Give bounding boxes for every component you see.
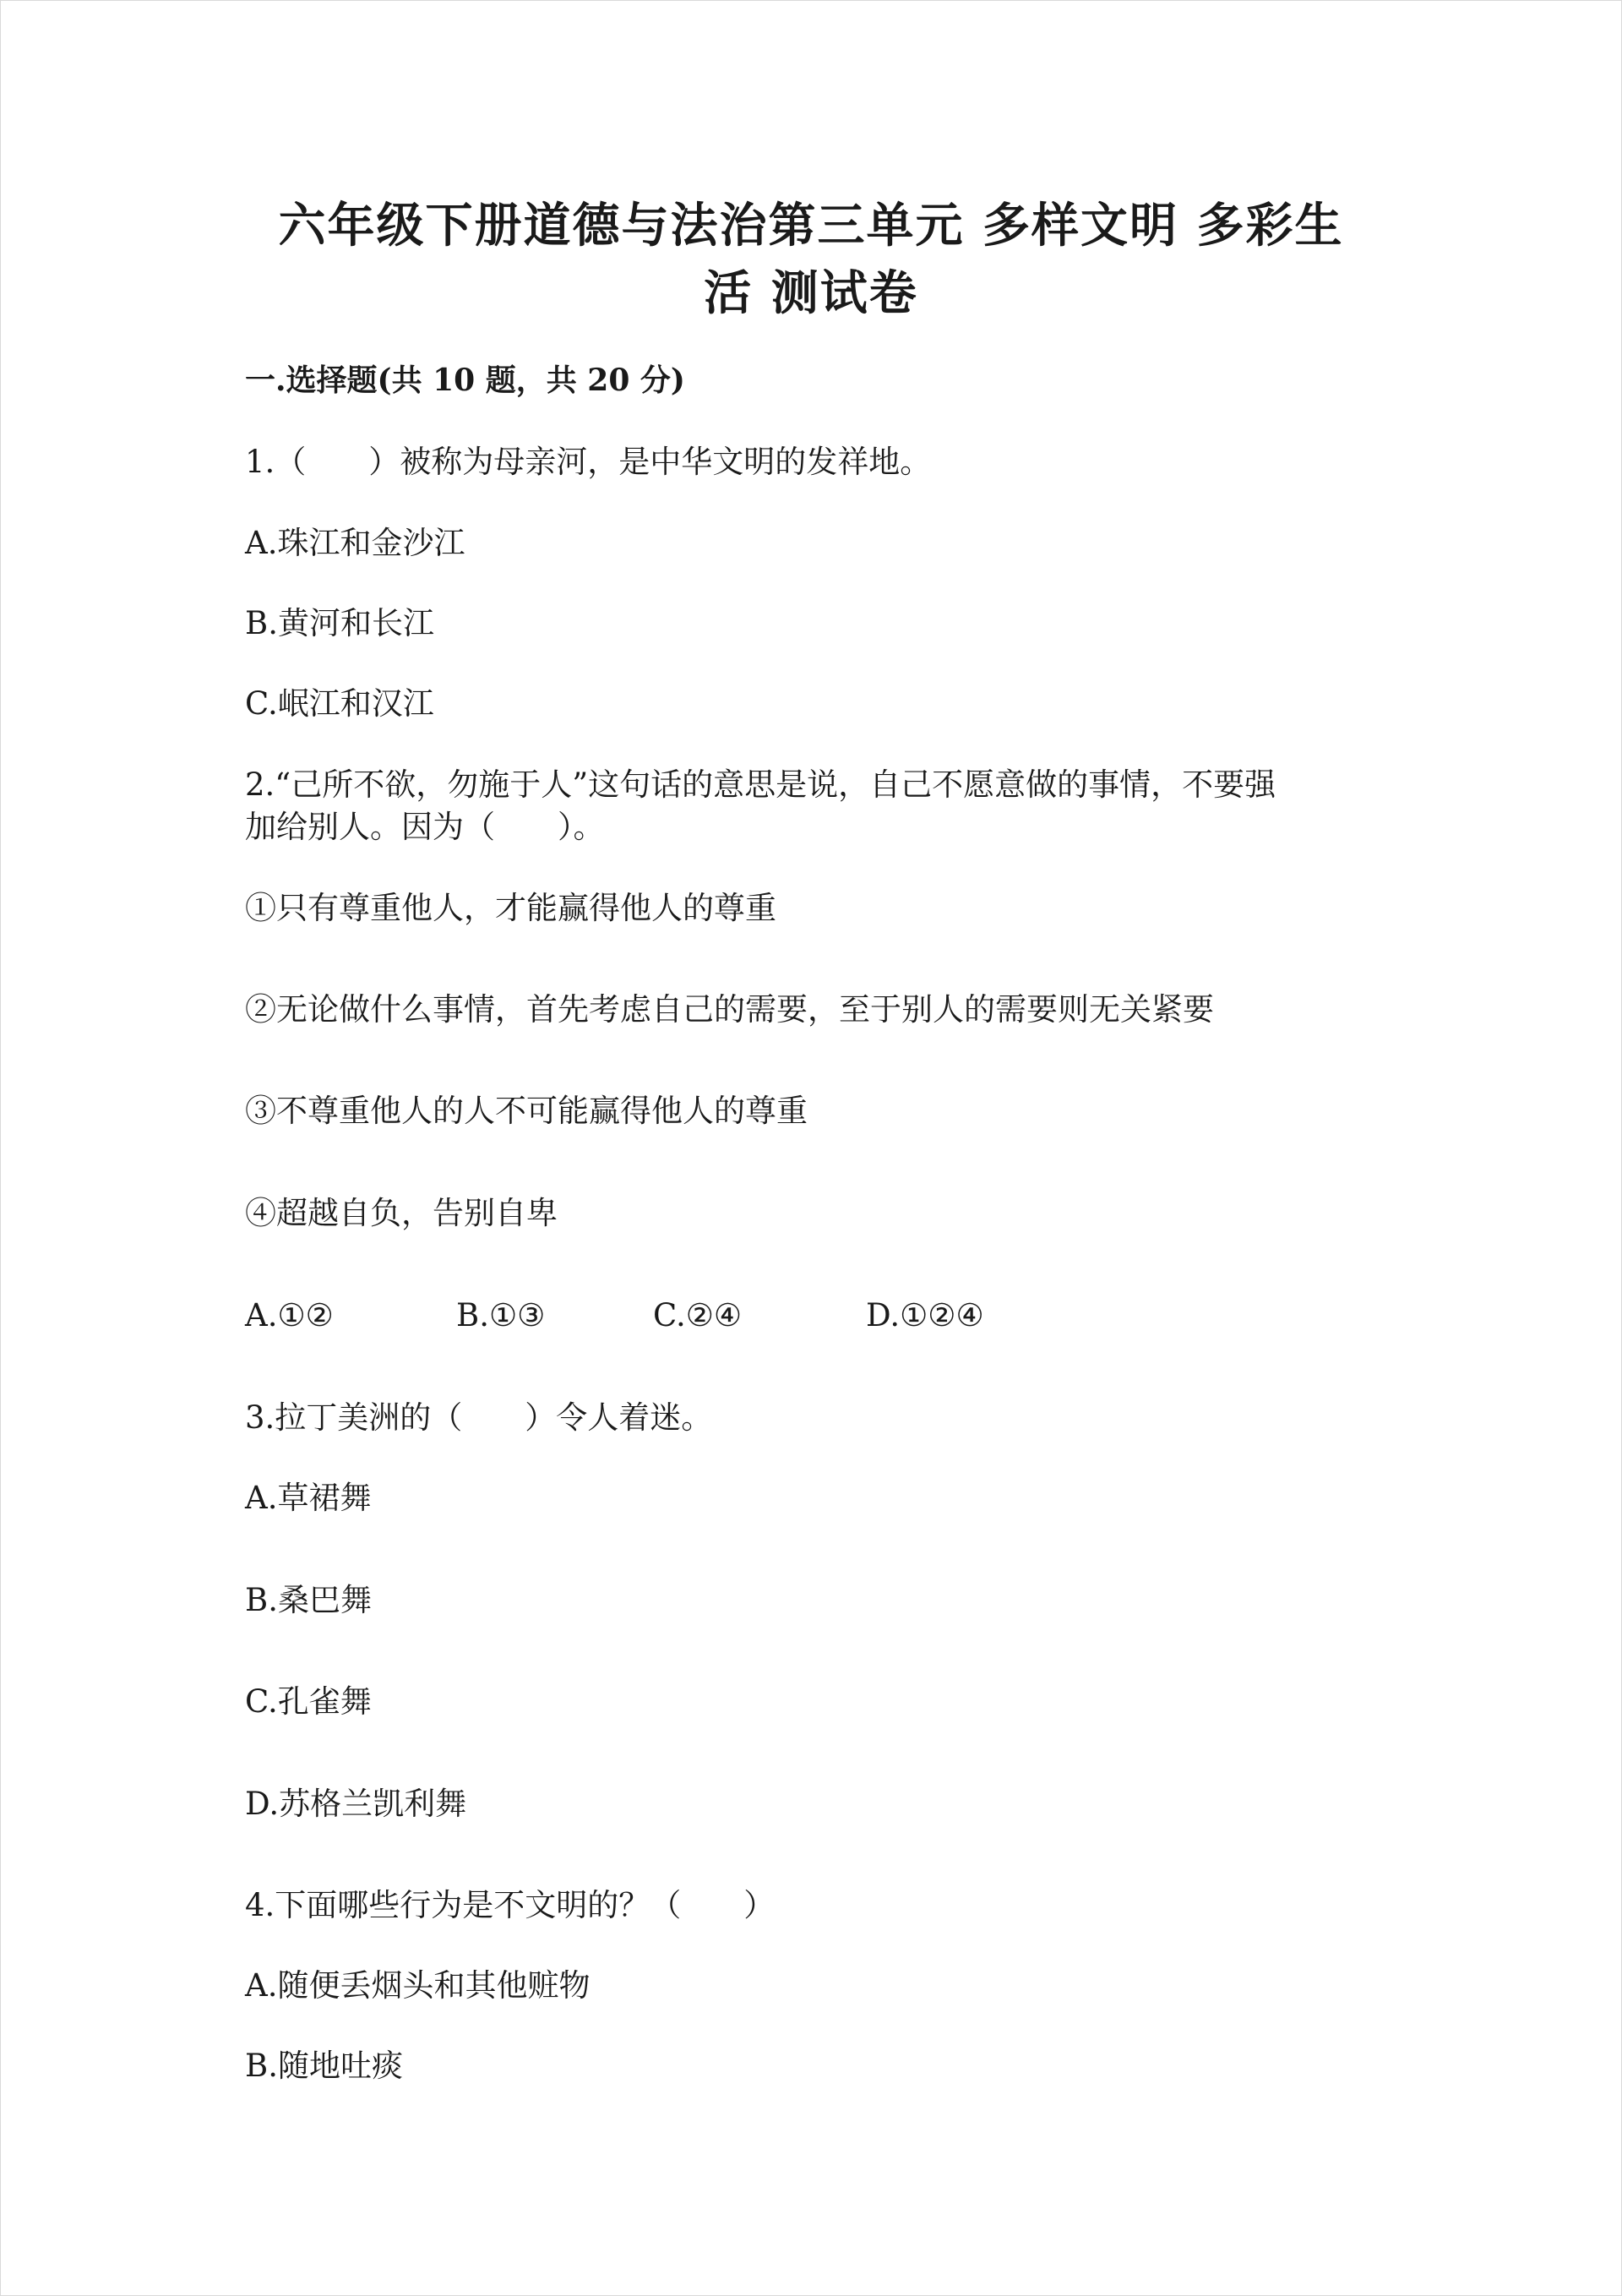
question-2-statement-1: ①只有尊重他人，才能赢得他人的尊重 — [245, 890, 776, 926]
question-3-option-d: D.苏格兰凯利舞 — [245, 1786, 467, 1822]
question-2-statement-2: ②无论做什么事情，首先考虑自己的需要，至于别人的需要则无关紧要 — [245, 991, 1214, 1028]
question-1-option-b: B.黄河和长江 — [245, 605, 434, 641]
question-4-stem: 4.下面哪些行为是不文明的？（ ） — [245, 1887, 776, 1923]
document-title-line-1: 六年级下册道德与法治第三单元 多样文明 多彩生 — [278, 198, 1344, 254]
question-2-stem-line-1: 2.“己所不欲，勿施于人”这句话的意思是说，自己不愿意做的事情，不要强 — [245, 766, 1276, 803]
question-2-option-c: C.②④ — [653, 1297, 743, 1333]
question-2-statement-3: ③不尊重他人的人不可能赢得他人的尊重 — [245, 1093, 808, 1129]
question-3-option-b: B.桑巴舞 — [245, 1582, 372, 1618]
document-title-line-2: 活 测试卷 — [704, 265, 918, 321]
question-3-option-a: A.草裙舞 — [245, 1480, 372, 1516]
question-1-stem: 1.（ ）被称为母亲河，是中华文明的发祥地。 — [245, 444, 932, 480]
question-2-option-a: A.①② — [245, 1297, 334, 1333]
question-2-option-b: B.①③ — [456, 1297, 546, 1333]
question-1-option-c: C.岷江和汉江 — [245, 685, 434, 722]
question-3-stem: 3.拉丁美洲的（ ）令人着迷。 — [245, 1399, 713, 1436]
question-1-option-a: A.珠江和金沙江 — [245, 525, 465, 561]
question-4-option-a: A.随便丢烟头和其他赃物 — [245, 1967, 591, 2004]
question-2-stem-line-2: 加给别人。因为（ ）。 — [245, 809, 605, 845]
question-2-statement-4: ④超越自负，告别自卑 — [245, 1195, 558, 1231]
section-header: 一.选择题(共 10 题，共 20 分) — [245, 363, 685, 398]
question-2-option-d: D.①②④ — [866, 1297, 984, 1333]
question-3-option-c: C.孔雀舞 — [245, 1683, 372, 1720]
question-4-option-b: B.随地吐痰 — [245, 2048, 403, 2084]
